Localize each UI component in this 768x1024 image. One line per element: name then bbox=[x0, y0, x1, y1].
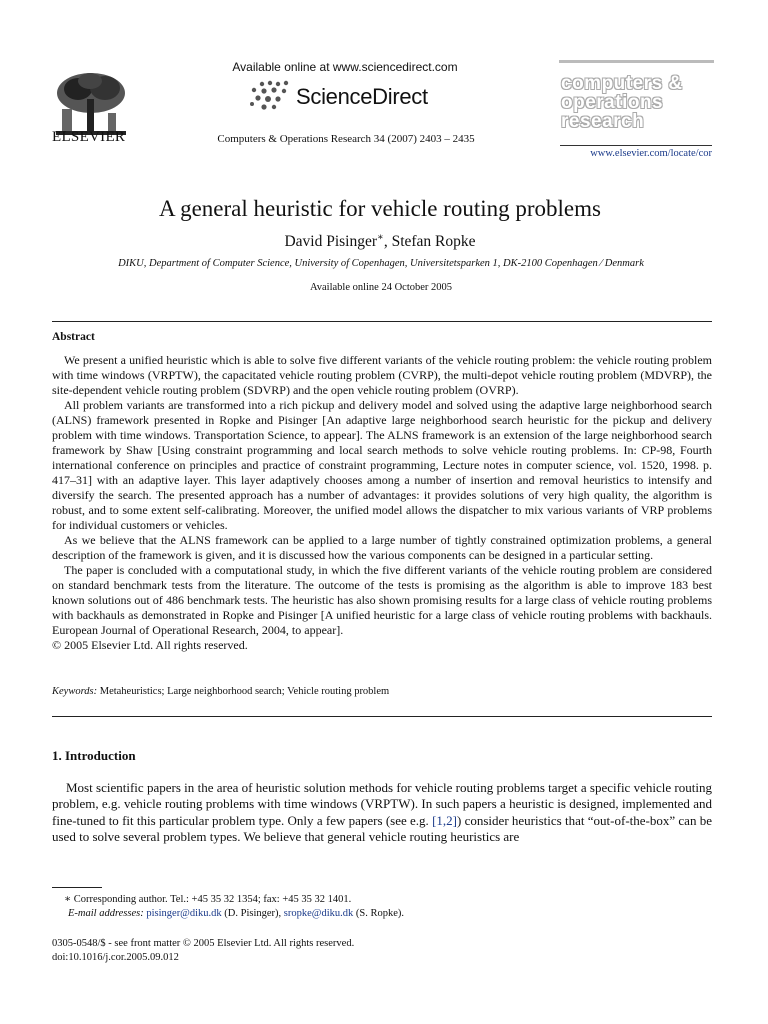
divider bbox=[52, 716, 712, 717]
author-separator: , bbox=[383, 233, 392, 251]
intro-text: Most scientific papers in the area of heuristic solution methods for vehicle routing problems target a specific vehicle routing problem, e.g. vehicle routing problems with time windows (VRPTW). In such papers a heuristic is designed, implemented and fine-tuned to fit this particular problem type. Only a few papers (see e.g. bbox=[52, 780, 712, 828]
abstract-paragraph: All problem variants are transformed into a rich pickup and delivery model and solved using the adaptive large neighborhood search (ALNS) framework presented in Ropke and Pisinger [An adaptive large neighborhood search heuristic for the pickup and delivery problem with time windows. Transportation Science, to appear]. The ALNS framework is an extension of the large neighborhood search framework by Shaw [Using constraint programming and local search methods to solve vehicle routing problems. In: CP-98, Fourth international conference on principles and practice of constraint programming, Lecture notes in computer science, vol. 1520, 1998. p. 417–31] with an adaptive layer. This layer adaptively chooses among a number of insertion and removal heuristics to intensify and diversify the search. The presented approach has a number of advantages: it provides solutions of very high quality, the algorithm is robust, and to some extent self-calibrating. Moreover, the unified model allows the dispatcher to mix various variants of VRP problems for individual customers or vehicles. bbox=[52, 398, 712, 532]
citation-link[interactable]: [1,2] bbox=[432, 812, 457, 828]
journal-logo-word: computers & bbox=[561, 73, 683, 94]
doi-line[interactable]: doi:10.1016/j.cor.2005.09.012 bbox=[52, 952, 179, 963]
abstract-heading: Abstract bbox=[52, 331, 95, 343]
intro-body bbox=[52, 780, 712, 845]
keywords-line bbox=[52, 686, 389, 697]
email-owner: (D. Pisinger), bbox=[221, 908, 284, 919]
journal-url-link[interactable]: www.elsevier.com/locate/cor bbox=[560, 145, 712, 159]
footnote-mark: ∗ bbox=[64, 894, 72, 905]
publisher-name: ELSEVIER bbox=[52, 129, 126, 145]
intro-text: ) consider heuristics that “out-of-the-box” can be used to solve several problem types. We believe that general vehicle routing heuristics are bbox=[52, 812, 712, 844]
footnote-text: Corresponding author. Tel.: +45 35 32 1354; fax: +45 35 32 1401. bbox=[71, 894, 352, 905]
keywords-text: Metaheuristics; Large neighborhood search; Vehicle routing problem bbox=[97, 686, 390, 697]
abstract-paragraph: The paper is concluded with a computational study, in which the five different variants of the vehicle routing problem are considered on standard benchmark tests from the literature. The outcome of the tests is promising as the algorithm is able to improve 183 best known solutions out of 486 benchmark tests. The heuristic has also shown promising results for a large class of vehicle routing problems with backhauls as demonstrated in Ropke and Pisinger [A unified heuristic for a large class of vehicle routing problems with backhauls. European Journal of Operational Research, 2004, to appear]. bbox=[52, 563, 712, 637]
abstract-paragraph: As we believe that the ALNS framework can be applied to a large number of tightly constrained optimization problems, a general description of the framework is given, and it is discussed how the various components can be designed in a particular setting. bbox=[52, 533, 712, 562]
divider bbox=[52, 321, 712, 322]
journal-citation: Computers & Operations Research 34 (2007) 2403 – 2435 bbox=[217, 133, 475, 145]
email-link[interactable]: pisinger@diku.dk bbox=[146, 908, 222, 919]
front-matter: 0305-0548/$ - see front matter © 2005 Elsevier Ltd. All rights reserved. bbox=[52, 938, 355, 949]
footnote-emails bbox=[68, 908, 404, 919]
author-name[interactable]: David Pisinger bbox=[284, 233, 378, 251]
affiliation: DIKU, Department of Computer Science, University of Copenhagen, Universitetsparken 1, DK-2100 Copenhagen ⁄ Denmark bbox=[118, 258, 644, 269]
footnote-rule bbox=[52, 887, 102, 888]
journal-logo-word: operations bbox=[561, 92, 664, 113]
keywords-label: Keywords: bbox=[52, 686, 98, 697]
intro-paragraph bbox=[52, 780, 712, 845]
footnote-corresponding bbox=[64, 893, 351, 905]
article-title: A general heuristic for vehicle routing problems bbox=[159, 196, 601, 221]
email-owner: (S. Ropke). bbox=[353, 908, 404, 919]
section-heading: 1. Introduction bbox=[52, 748, 136, 763]
journal-logo-word: research bbox=[561, 111, 645, 132]
available-online-line[interactable]: Available online at www.sciencedirect.com bbox=[232, 60, 458, 74]
corresponding-mark[interactable]: ∗ bbox=[377, 232, 384, 243]
email-label: E-mail addresses: bbox=[68, 908, 144, 919]
journal-logo-bar bbox=[559, 60, 714, 63]
journal-logo bbox=[559, 60, 714, 140]
sciencedirect-brand: ScienceDirect bbox=[296, 84, 428, 109]
available-date: Available online 24 October 2005 bbox=[309, 282, 453, 293]
copyright-line: © 2005 Elsevier Ltd. All rights reserved. bbox=[52, 638, 248, 652]
authors-line bbox=[0, 232, 760, 251]
abstract-body bbox=[52, 353, 712, 653]
author-name[interactable]: Stefan Ropke bbox=[391, 233, 476, 251]
abstract-paragraph: We present a unified heuristic which is able to solve five different variants of the vehicle routing problem: the vehicle routing problem with time windows (VRPTW), the capacitated vehicle routing problem (CVRP), the multi-depot vehicle routing problem (MDVRP), the site-dependent vehicle routing problem (SDVRP) and the open vehicle routing problem (OVRP). bbox=[52, 353, 712, 397]
email-link[interactable]: sropke@diku.dk bbox=[283, 908, 354, 919]
